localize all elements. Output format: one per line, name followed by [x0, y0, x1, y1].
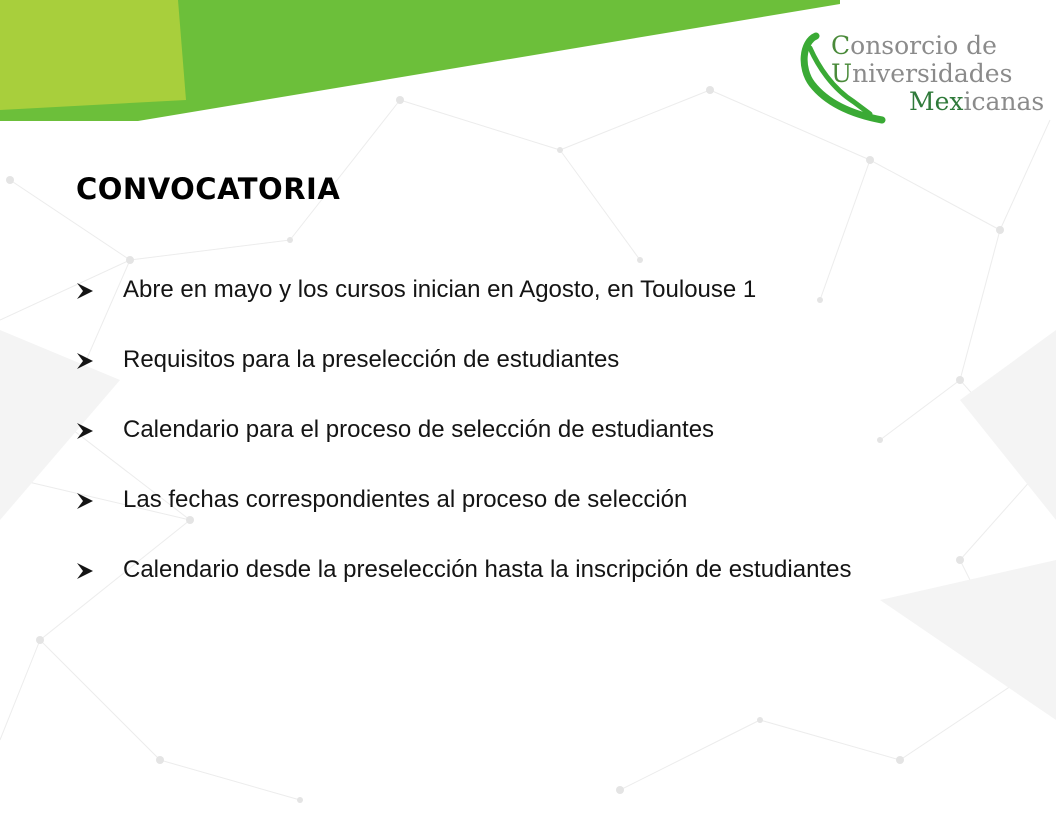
logo-line-universidades: [831, 60, 1044, 88]
logo-initial-u: U: [831, 59, 853, 88]
bullet-text: Las fechas correspondientes al proceso de selección: [123, 486, 688, 513]
logo-word-universidades: niversidades: [852, 59, 1013, 88]
bullet-text: Requisitos para la preselección de estudiantes: [123, 346, 620, 373]
bullet-text: Abre en mayo y los cursos inician en Agosto, en Toulouse 1: [123, 276, 757, 303]
arrowhead-bullet-icon: [76, 492, 94, 510]
bullet-item: [76, 482, 956, 517]
bullet-text: Calendario desde la preselección hasta la inscripción de estudiantes: [123, 556, 852, 583]
arrowhead-bullet-icon: [76, 352, 94, 370]
consortium-logo: [798, 28, 1048, 128]
arrowhead-bullet-icon: [76, 562, 94, 580]
slide-title: CONVOCATORIA: [76, 172, 341, 206]
bullet-item: [76, 342, 956, 377]
logo-text: [831, 32, 1044, 116]
bullet-item: [76, 552, 956, 587]
banner-light-green-band: [0, 0, 186, 110]
logo-initial-c: C: [831, 31, 851, 60]
arrowhead-bullet-icon: [76, 422, 94, 440]
logo-line-consorcio: [831, 32, 1044, 60]
logo-line-mexicanas: [909, 88, 1044, 116]
bullet-text: Calendario para el proceso de selección de estudiantes: [123, 416, 715, 443]
arrowhead-bullet-icon: [76, 282, 94, 300]
bullet-list: [76, 272, 956, 622]
logo-word-consorcio: onsorcio de: [850, 31, 997, 60]
bullet-item: [76, 412, 956, 447]
logo-word-mexicanas: icanas: [963, 87, 1045, 116]
logo-accent-mex: Mex: [909, 87, 964, 116]
bullet-item: [76, 272, 956, 307]
